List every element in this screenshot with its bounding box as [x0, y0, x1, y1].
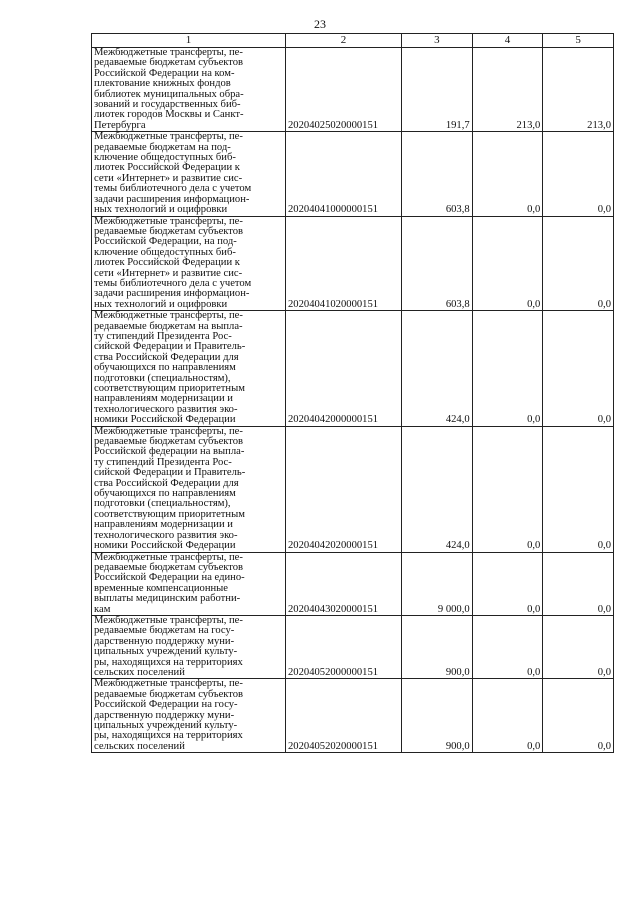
table-row [92, 426, 614, 552]
header-row [92, 34, 614, 48]
row-value-3: 9 000,0 [402, 552, 473, 615]
row-code: 20204052020000151 [286, 679, 402, 753]
row-value-3: 424,0 [402, 311, 473, 426]
table-row [92, 615, 614, 678]
budget-table [91, 33, 614, 753]
column-header-4: 4 [472, 34, 543, 48]
table-row [92, 311, 614, 426]
row-value-3: 603,8 [402, 132, 473, 216]
page-number: 23 [314, 17, 326, 31]
row-value-4: 0,0 [472, 679, 543, 753]
row-description: Межбюджетные трансферты, пе- редаваемые бюджетам субъектов Российской Федерации, на под- ключение общедоступных биб- лиотек Российской Федерации к сети «Интернет» и развитие сис- темы библиотечного дела с учетом задачи расширения информацион- ных технологий и оцифровки [92, 216, 286, 311]
row-description: Межбюджетные трансферты, пе- редаваемые бюджетам субъектов Российской Федерации на едино- временные компенсационные выплаты медицинским работни- кам [92, 552, 286, 615]
row-value-4: 0,0 [472, 132, 543, 216]
row-value-4: 0,0 [472, 311, 543, 426]
row-description: Межбюджетные трансферты, пе- редаваемые бюджетам на выпла- ту стипендий Президента Рос- сийской Федерации и Правитель- ства Российской Федерации для обучающихся по направлениям подготовки (специальностям), соответствующим приоритетным направлениям модернизации и технологического развития эко- номики Российской Федерации [92, 311, 286, 426]
table-body [92, 48, 614, 753]
row-description: Межбюджетные трансферты, пе- редаваемые бюджетам субъектов Российской Федерации на госу- дарственную поддержку муни- ципальных учреждений культу- ры, находящихся на территориях сельских поселений [92, 679, 286, 753]
table-row [92, 48, 614, 132]
row-value-4: 0,0 [472, 216, 543, 311]
row-description: Межбюджетные трансферты, пе- редаваемые бюджетам на госу- дарственную поддержку муни- ципальных учреждений культу- ры, находящихся на территориях сельских поселений [92, 615, 286, 678]
row-value-5: 0,0 [543, 679, 614, 753]
row-code: 20204042020000151 [286, 426, 402, 552]
row-code: 20204025020000151 [286, 48, 402, 132]
row-value-3: 191,7 [402, 48, 473, 132]
row-value-5: 0,0 [543, 311, 614, 426]
row-value-4: 213,0 [472, 48, 543, 132]
column-header-5: 5 [543, 34, 614, 48]
row-value-3: 603,8 [402, 216, 473, 311]
row-value-3: 424,0 [402, 426, 473, 552]
column-header-2: 2 [286, 34, 402, 48]
table-header [92, 34, 614, 48]
row-value-4: 0,0 [472, 615, 543, 678]
row-value-5: 213,0 [543, 48, 614, 132]
column-header-1: 1 [92, 34, 286, 48]
row-code: 20204052000000151 [286, 615, 402, 678]
column-header-3: 3 [402, 34, 473, 48]
row-description: Межбюджетные трансферты, пе- редаваемые бюджетам на под- ключение общедоступных биб- лиотек Российской Федерации к сети «Интернет» и развитие сис- темы библиотечного дела с учетом задачи расширения информацион- ных технологий и оцифровки [92, 132, 286, 216]
row-code: 20204041020000151 [286, 216, 402, 311]
row-description: Межбюджетные трансферты, пе- редаваемые бюджетам субъектов Российской федерации на выпла- ту стипендий Президента Рос- сийской Федерации и Правитель- ства Российской Федерации для обучающихся по направлениям подготовки (специальностям), соответствующим приоритетным направлениям модернизации и технологического развития эко- номики Российской Федерации [92, 426, 286, 552]
table-row [92, 552, 614, 615]
row-value-4: 0,0 [472, 426, 543, 552]
row-value-3: 900,0 [402, 615, 473, 678]
row-value-5: 0,0 [543, 216, 614, 311]
row-description: Межбюджетные трансферты, пе- редаваемые бюджетам субъектов Российской Федерации на ком- плектование книжных фондов библиотек муниципальных обра- зований и государственных биб- лиотек городов Москвы и Санкт- Петербурга [92, 48, 286, 132]
row-value-4: 0,0 [472, 552, 543, 615]
row-value-5: 0,0 [543, 426, 614, 552]
table-row [92, 132, 614, 216]
row-code: 20204041000000151 [286, 132, 402, 216]
table-row [92, 216, 614, 311]
row-value-3: 900,0 [402, 679, 473, 753]
row-code: 20204043020000151 [286, 552, 402, 615]
table-row [92, 679, 614, 753]
row-value-5: 0,0 [543, 615, 614, 678]
row-code: 20204042000000151 [286, 311, 402, 426]
row-value-5: 0,0 [543, 552, 614, 615]
row-value-5: 0,0 [543, 132, 614, 216]
